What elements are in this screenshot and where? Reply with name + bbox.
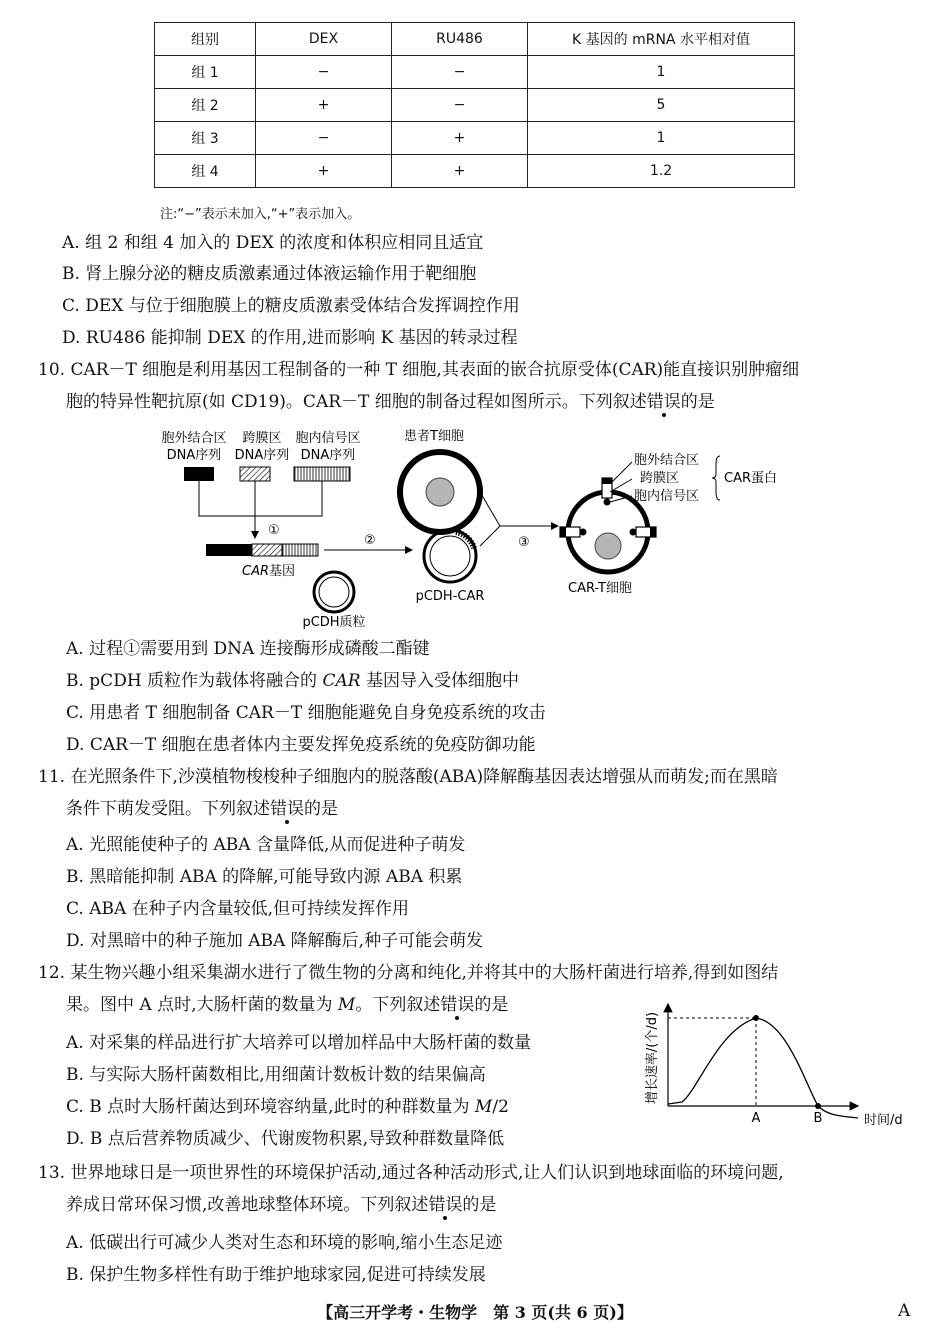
q11-stem-line2 <box>66 797 338 821</box>
q12-stem-m: M <box>337 995 356 1015</box>
table-cell: 1.2 <box>528 155 795 188</box>
car-t-cell-label: CAR-T细胞 <box>568 581 632 596</box>
q11-option-d: D. 对黑暗中的种子施加 ABA 降解酶后,种子可能会萌发 <box>66 931 484 951</box>
table-cell: 1 <box>528 122 795 155</box>
car-gene-suffix: 基因 <box>269 564 296 579</box>
intracellular-dna-block <box>294 467 350 481</box>
paper-version: A <box>898 1301 911 1321</box>
table-row <box>155 155 795 188</box>
extracellular-dna-block <box>184 467 214 481</box>
table-cell: + <box>256 155 392 188</box>
table-header-cell: DEX <box>256 23 392 56</box>
q9-option-a: A. 组 2 和组 4 加入的 DEX 的浓度和体积应相同且适宜 <box>62 233 484 253</box>
pcdh-plasmid-inner <box>319 577 349 607</box>
q12-option-c-end: /2 <box>492 1097 509 1117</box>
q10-option-b-end: 基因导入受体细胞中 <box>360 671 519 691</box>
table-header-cell: K 基因的 mRNA 水平相对值 <box>528 23 795 56</box>
table-cell: − <box>392 89 528 122</box>
brace <box>712 456 720 500</box>
q12-emphasis: 错误 <box>440 995 475 1015</box>
label-extracellular-dna: DNA序列 <box>166 448 222 463</box>
q12-option-b: B. 与实际大肠杆菌数相比,用细菌计数板计数的结果偏高 <box>66 1065 486 1085</box>
car-t-diagram <box>150 420 800 630</box>
car-protein-label: CAR蛋白 <box>724 471 778 486</box>
q10-stem-text: 胞的特异性靶抗原(如 CD19)。CAR－T 细胞的制备过程如图所示。下列叙述 <box>66 392 647 412</box>
q13-option-b: B. 保护生物多样性有助于维护地球家园,促进可持续发展 <box>66 1265 486 1285</box>
q13-option-a: A. 低碳出行可减少人类对生态和环境的影响,缩小生态足迹 <box>66 1233 503 1253</box>
q11-option-c: C. ABA 在种子内含量较低,但可持续发挥作用 <box>66 899 410 919</box>
point-b-label: B <box>813 1111 823 1126</box>
q11-stem-line1: 11. 在光照条件下,沙漠植物梭梭种子细胞内的脱落酸(ABA)降解酶基因表达增强从而萌发;而在黑暗 <box>38 767 778 787</box>
table-cell: 1 <box>528 56 795 89</box>
q12-stem-end: 的是 <box>474 995 509 1015</box>
pcdh-car-label: pCDH-CAR <box>415 589 485 604</box>
car-gene-trans <box>252 544 282 556</box>
table-cell: 组 4 <box>155 155 256 188</box>
table-cell: + <box>392 155 528 188</box>
q13-stem-line2 <box>66 1193 496 1217</box>
q12-option-d: D. B 点后营养物质减少、代谢废物积累,导致种群数量降低 <box>66 1129 505 1149</box>
q12-option-a: A. 对采集的样品进行扩大培养可以增加样品中大肠杆菌的数量 <box>66 1033 532 1053</box>
label-intracellular-dna: DNA序列 <box>300 448 356 463</box>
q10-stem-line1: 10. CAR－T 细胞是利用基因工程制备的一种 T 细胞,其表面的嵌合抗原受体(CAR)能直接识别肿瘤细 <box>38 360 800 380</box>
growth-rate-graph <box>636 1000 926 1130</box>
table-cell: + <box>392 122 528 155</box>
receptor-intracellular-label: 胞内信号区 <box>634 489 700 504</box>
q12-stem-text: 果。图中 A 点时,大肠杆菌的数量为 <box>66 995 338 1015</box>
q11-option-a: A. 光照能使种子的 ABA 含量降低,从而促进种子萌发 <box>66 835 466 855</box>
q10-option-d: D. CAR－T 细胞在患者体内主要发挥免疫系统的免疫防御功能 <box>66 735 536 755</box>
pcdh-plasmid-label: pCDH质粒 <box>302 615 366 630</box>
table-note: 注:“−”表示未加入,“+”表示加入。 <box>160 207 361 222</box>
q11-stem-text: 条件下萌发受阻。下列叙述 <box>66 799 270 819</box>
patient-t-cell-label: 患者T细胞 <box>404 429 464 444</box>
q13-stem-line1: 13. 世界地球日是一项世界性的环境保护活动,通过各种活动形式,让人们认识到地球面临的环境问题, <box>38 1163 784 1183</box>
q13-emphasis: 错误 <box>428 1195 463 1215</box>
table-header-cell: RU486 <box>392 23 528 56</box>
point-b <box>815 1103 821 1109</box>
table-cell: − <box>256 56 392 89</box>
table-cell: − <box>256 122 392 155</box>
car-t-cell-nucleus <box>595 533 621 559</box>
q10-option-b-text: B. pCDH 质粒作为载体将融合的 <box>66 671 323 691</box>
table-cell: − <box>392 56 528 89</box>
q10-option-c: C. 用患者 T 细胞制备 CAR－T 细胞能避免自身免疫系统的攻击 <box>66 703 546 723</box>
page-footer: 【高三开学考・生物学 第 3 页(共 6 页)】 <box>317 1303 633 1322</box>
q9-option-c: C. DEX 与位于细胞膜上的糖皮质激素受体结合发挥调控作用 <box>62 296 520 316</box>
q11-stem-end: 的是 <box>304 799 338 819</box>
label-intracellular: 胞内信号区 <box>295 431 361 446</box>
q11-emphasis: 错误 <box>270 799 304 819</box>
receptor-transmembrane-label: 跨膜区 <box>640 471 680 486</box>
q12-stem-line2 <box>66 993 508 1017</box>
table-row <box>155 122 795 155</box>
x-axis-label: 时间/d <box>864 1113 903 1128</box>
step-3-label: ③ <box>518 535 530 550</box>
table-cell: 组 3 <box>155 122 256 155</box>
table-header-row <box>155 23 795 56</box>
q11-option-b: B. 黑暗能抑制 ABA 的降解,可能导致内源 ABA 积累 <box>66 867 463 887</box>
step-1-label: ① <box>268 523 280 538</box>
label-extracellular: 胞外结合区 <box>161 431 227 446</box>
data-table <box>154 22 795 188</box>
car-gene-extra <box>206 544 252 556</box>
table-row <box>155 89 795 122</box>
q10-stem-line2 <box>66 390 715 414</box>
label-transmembrane: 跨膜区 <box>242 431 282 446</box>
t-cell-nucleus <box>426 478 454 506</box>
car-gene-name: CAR <box>242 564 270 579</box>
growth-curve <box>668 1018 858 1118</box>
pcdh-plasmid <box>314 572 354 612</box>
step-2-label: ② <box>364 533 376 548</box>
car-gene-label <box>242 564 295 579</box>
point-a-label: A <box>751 1111 761 1126</box>
table-cell: + <box>256 89 392 122</box>
table-cell: 组 2 <box>155 89 256 122</box>
car-gene-intra <box>282 544 318 556</box>
q12-option-c-m: M <box>474 1097 493 1117</box>
y-axis-label: 增长速率/(个/d) <box>645 1011 660 1105</box>
receptor-extracellular-label: 胞外结合区 <box>634 453 700 468</box>
q10-option-b <box>66 669 519 693</box>
q10-stem-end: 的是 <box>680 392 715 412</box>
pcdh-car-plasmid-inner <box>430 536 470 576</box>
q13-stem-end: 的是 <box>462 1195 497 1215</box>
table-cell: 5 <box>528 89 795 122</box>
q9-option-b: B. 肾上腺分泌的糖皮质激素通过体液运输作用于靶细胞 <box>62 264 477 284</box>
q12-stem-line1: 12. 某生物兴趣小组采集湖水进行了微生物的分离和纯化,并将其中的大肠杆菌进行培养,得到如图结 <box>38 963 779 983</box>
table-cell: 组 1 <box>155 56 256 89</box>
q10-option-b-gene: CAR <box>322 671 361 691</box>
q9-option-d: D. RU486 能抑制 DEX 的作用,进而影响 K 基因的转录过程 <box>62 328 518 348</box>
q10-option-a: A. 过程①需要用到 DNA 连接酶形成磷酸二酯键 <box>66 639 430 659</box>
q12-stem-mid: 。下列叙述 <box>355 995 441 1015</box>
q10-emphasis: 错误 <box>646 392 681 412</box>
q12-option-c <box>66 1095 509 1119</box>
label-transmembrane-dna: DNA序列 <box>234 448 290 463</box>
table-header-cell: 组别 <box>155 23 256 56</box>
q12-option-c-text: C. B 点时大肠杆菌达到环境容纳量,此时的种群数量为 <box>66 1097 475 1117</box>
transmembrane-dna-block <box>240 467 270 481</box>
peak-point <box>753 1015 759 1021</box>
q13-stem-text: 养成日常环保习惯,改善地球整体环境。下列叙述 <box>66 1195 429 1215</box>
table-row <box>155 56 795 89</box>
